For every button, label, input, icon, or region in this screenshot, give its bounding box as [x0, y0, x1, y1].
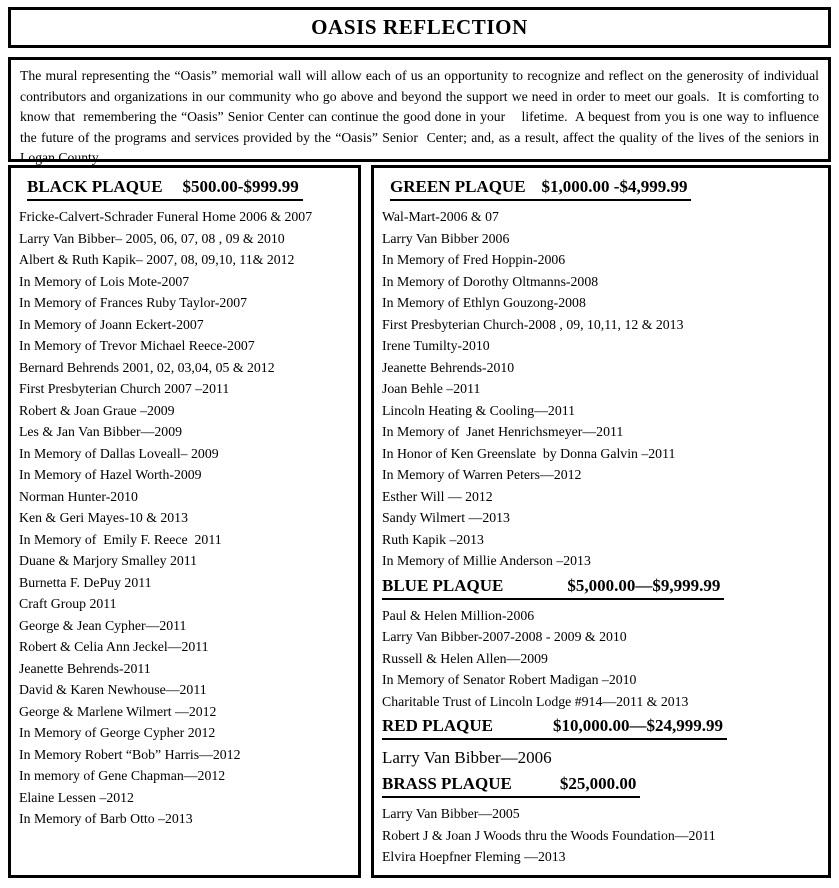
donor-entry: In Memory of Frances Ruby Taylor-2007 [19, 295, 248, 310]
donor-entry: In Memory Robert “Bob” Harris—2012 [19, 746, 241, 762]
donor-entry: In Honor of Ken Greenslate by Donna Galvin –2011 [382, 445, 676, 461]
donor-entry: In Memory of Joann Eckert-2007 [19, 316, 204, 332]
donor-entry: In Memory of Fred Hoppin-2006 [382, 252, 566, 267]
plaque-amount-range: $500.00-$999.99 [182, 177, 299, 196]
donor-entry: In Memory of Barb Otto –2013 [19, 811, 193, 826]
donor-entry: In Memory of Ethlyn Gouzong-2008 [382, 295, 586, 310]
donor-entry: Robert & Joan Graue –2009 [19, 402, 175, 418]
page-title: OASIS REFLECTION [311, 15, 528, 39]
plaque-amount-range: $10,000.00—$24,999.99 [552, 716, 723, 735]
donor-entry: In Memory of Millie Anderson –2013 [382, 553, 591, 568]
donor-entry: Ruth Kapik –2013 [382, 531, 484, 547]
plaque-name: BRASS PLAQUE [382, 774, 512, 793]
donor-entry: Elaine Lessen –2012 [19, 789, 134, 805]
donor-entry: Irene Tumilty-2010 [382, 338, 490, 353]
donor-entry: Charitable Trust of Lincoln Lodge #914—2011 & 2013 [382, 693, 689, 709]
plaque-amount-range: $25,000.00 [559, 774, 637, 793]
donor-entry: Craft Group 2011 [19, 596, 117, 611]
donor-entry: In Memory of Janet Henrichsmeyer—2011 [382, 424, 624, 439]
donor-entry: Larry Van Bibber—2005 [382, 806, 520, 821]
donor-entry: Jeanette Behrends-2010 [382, 359, 515, 375]
plaque-header-underline [382, 574, 724, 600]
donor-entry: Bernard Behrends 2001, 02, 03,04, 05 & 2012 [19, 359, 275, 375]
plaque-header-underline [382, 772, 640, 798]
donor-entry: David & Karen Newhouse—2011 [19, 682, 207, 697]
donor-entry: Les & Jan Van Bibber—2009 [19, 424, 182, 439]
donor-entry: Joan Behle –2011 [382, 381, 481, 396]
donor-entry: Ken & Geri Mayes-10 & 2013 [19, 510, 188, 525]
intro-paragraph: The mural representing the “Oasis” memorial wall will allow each of us an opportunity to recognize and reflect on the generosity of individual contributors and organizations in our community who go above and beyond the support we need in order to meet our goals. It is comforting to know that remembering the “Oasis” Senior Center can continue the good done in your lifetime. A bequest from you is one way to influence the future of the programs and services provided by the “Oasis” Senior Center; and, as a result, affect the quality of the lives of the seniors in Logan County. [20, 68, 823, 165]
donor-entry: Larry Van Bibber 2006 [382, 230, 510, 246]
title-banner [8, 7, 831, 48]
plaque-amount-range: $1,000.00 -$4,999.99 [541, 177, 688, 196]
donor-entry: In Memory of Trevor Michael Reece-2007 [19, 338, 255, 353]
donor-entry: Norman Hunter-2010 [19, 488, 138, 504]
donor-entry: Robert J & Joan J Woods thru the Woods Foundation—2011 [382, 827, 716, 843]
donor-entry: Albert & Ruth Kapik– 2007, 08, 09,10, 11& 2012 [19, 252, 295, 267]
donor-entry: In memory of Gene Chapman—2012 [19, 768, 226, 783]
donor-entry: Elvira Hoepfner Fleming —2013 [382, 849, 566, 864]
donor-entry: In Memory of Lois Mote-2007 [19, 273, 190, 289]
donor-entry: Sandy Wilmert —2013 [382, 510, 510, 525]
donor-entry: First Presbyterian Church 2007 –2011 [19, 381, 230, 396]
green-plaque-header [390, 175, 824, 201]
donor-entry: First Presbyterian Church-2008 , 09, 10,11, 12 & 2013 [382, 316, 684, 332]
blue-plaque-header [382, 574, 824, 600]
green-blue-red-brass-plaque-column [371, 165, 831, 878]
donor-entry: Burnetta F. DePuy 2011 [19, 574, 152, 590]
plaque-name: RED PLAQUE [382, 716, 493, 735]
donor-entry: Duane & Marjory Smalley 2011 [19, 553, 198, 568]
donor-entry: Larry Van Bibber—2006 [382, 748, 552, 767]
intro-box [8, 57, 831, 165]
donor-entry: Wal-Mart-2006 & 07 [382, 209, 499, 224]
donor-entry: In Memory of Senator Robert Madigan –2010 [382, 672, 637, 687]
donor-entry: In Memory of Hazel Worth-2009 [19, 467, 202, 482]
plaque-name: GREEN PLAQUE [390, 177, 526, 196]
plaque-header-underline [382, 714, 727, 740]
donor-entry: In Memory of George Cypher 2012 [19, 725, 216, 740]
donor-entry: Larry Van Bibber– 2005, 06, 07, 08 , 09 & 2010 [19, 230, 285, 246]
donor-entry: Larry Van Bibber-2007-2008 - 2009 & 2010 [382, 629, 627, 644]
donor-entry: Jeanette Behrends-2011 [19, 660, 151, 676]
donor-entry: Lincoln Heating & Cooling—2011 [382, 402, 576, 418]
donor-entry: Russell & Helen Allen—2009 [382, 650, 548, 666]
plaque-name: BLACK PLAQUE [27, 177, 163, 196]
donor-entry: Esther Will — 2012 [382, 488, 493, 504]
plaque-name: BLUE PLAQUE [382, 575, 504, 595]
donor-entry: In Memory of Warren Peters—2012 [382, 467, 582, 482]
brass-plaque-header [382, 772, 824, 798]
red-plaque-header [382, 714, 824, 740]
plaque-header-underline [27, 175, 303, 201]
donor-entry: In Memory of Dallas Loveall– 2009 [19, 445, 219, 461]
plaque-header-underline [390, 175, 691, 201]
donor-entry: Fricke-Calvert-Schrader Funeral Home 2006 & 2007 [19, 209, 313, 224]
donor-entry: In Memory of Dorothy Oltmanns-2008 [382, 273, 599, 289]
donor-entry: George & Marlene Wilmert —2012 [19, 703, 217, 719]
black-plaque-header [27, 175, 354, 201]
black-plaque-column [8, 165, 361, 878]
plaque-amount-range: $5,000.00—$9,999.99 [567, 575, 721, 595]
donor-entry: In Memory of Emily F. Reece 2011 [19, 531, 222, 547]
donor-entry: Robert & Celia Ann Jeckel—2011 [19, 639, 209, 654]
donor-entry: Paul & Helen Million-2006 [382, 607, 535, 623]
donor-entry: George & Jean Cypher—2011 [19, 617, 187, 633]
